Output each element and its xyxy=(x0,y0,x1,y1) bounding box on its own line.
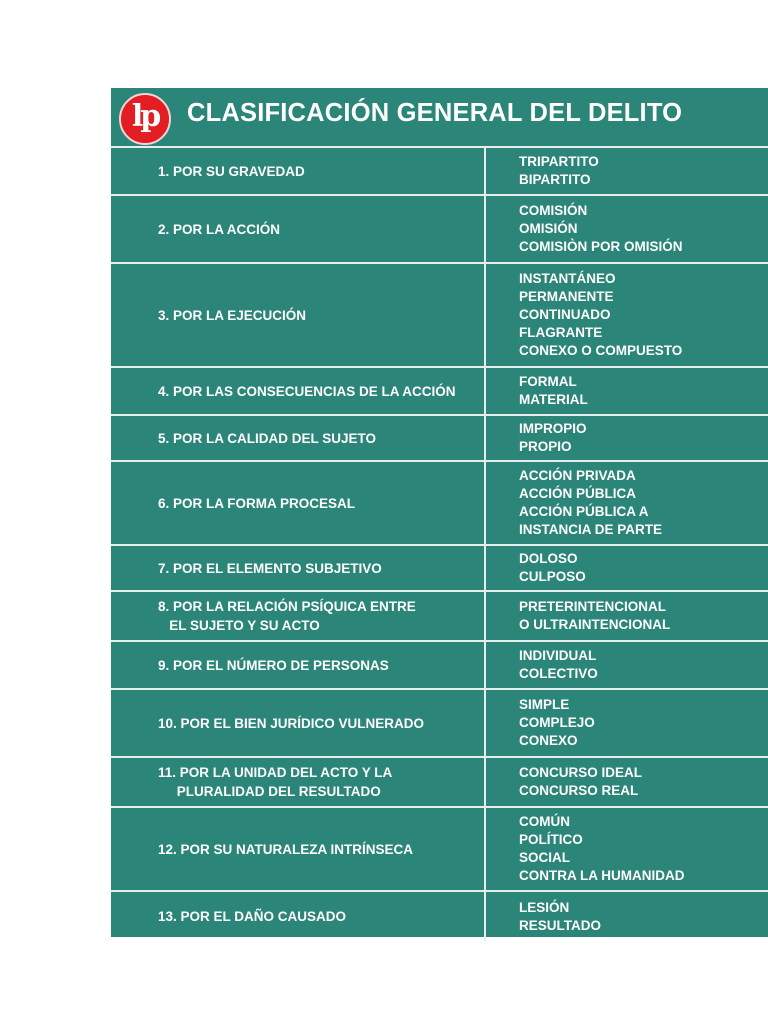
criterion-label: 5. POR LA CALIDAD DEL SUJETO xyxy=(111,416,486,460)
criterion-label: 9. POR EL NÚMERO DE PERSONAS xyxy=(111,642,486,688)
classification-item: FORMAL xyxy=(519,374,577,389)
classification-item: ACCIÓN PRIVADA xyxy=(519,468,636,483)
classification-item: ACCIÓN PÚBLICA A xyxy=(519,504,649,519)
lp-logo xyxy=(119,93,171,145)
classification-table xyxy=(111,88,768,937)
criterion-label: 8. POR LA RELACIÓN PSÍQUICA ENTRE EL SUJETO Y SU ACTO xyxy=(111,592,486,640)
criterion-label: 7. POR EL ELEMENTO SUBJETIVO xyxy=(111,546,486,590)
classification-item: INSTANTÁNEO xyxy=(519,271,616,286)
classification-list xyxy=(486,148,768,194)
classification-list xyxy=(486,642,768,688)
classification-item: CONCURSO REAL xyxy=(519,783,639,798)
classification-item: FLAGRANTE xyxy=(519,325,603,340)
classification-item: CONTRA LA HUMANIDAD xyxy=(519,868,685,883)
classification-item: COMPLEJO xyxy=(519,715,595,730)
classification-item: COLECTIVO xyxy=(519,666,598,681)
classification-list xyxy=(486,416,768,460)
criterion-label: 6. POR LA FORMA PROCESAL xyxy=(111,462,486,544)
classification-list xyxy=(486,690,768,756)
criterion-label: 3. POR LA EJECUCIÓN xyxy=(111,264,486,366)
classification-item: RESULTADO xyxy=(519,917,601,933)
criterion-label: 10. POR EL BIEN JURÍDICO VULNERADO xyxy=(111,690,486,756)
table-row xyxy=(111,196,768,264)
table-row xyxy=(111,758,768,808)
classification-item: PERMANENTE xyxy=(519,289,614,304)
logo-text: lp xyxy=(131,99,159,134)
table-row xyxy=(111,546,768,592)
classification-item: CULPOSO xyxy=(519,569,586,584)
criterion-label: 1. POR SU GRAVEDAD xyxy=(111,148,486,194)
criterion-label: 2. POR LA ACCIÓN xyxy=(111,196,486,262)
classification-list xyxy=(486,808,768,890)
classification-item: COMÚN xyxy=(519,814,570,829)
classification-item: MATERIAL xyxy=(519,392,588,407)
table-row xyxy=(111,808,768,892)
classification-item: CONEXO xyxy=(519,733,578,748)
table-row xyxy=(111,264,768,368)
page-title: CLASIFICACIÓN GENERAL DEL DELITO xyxy=(187,99,683,127)
classification-item: DOLOSO xyxy=(519,551,578,566)
classification-item: ACCIÓN PÚBLICA xyxy=(519,486,636,501)
table-row xyxy=(111,416,768,462)
criterion-label: 12. POR SU NATURALEZA INTRÍNSECA xyxy=(111,808,486,890)
classification-list xyxy=(486,592,768,640)
classification-item: PROPIO xyxy=(519,439,572,454)
table-header xyxy=(111,88,768,148)
table-row xyxy=(111,892,768,941)
classification-list xyxy=(486,368,768,414)
classification-item: BIPARTITO xyxy=(519,172,591,187)
classification-item: O ULTRAINTENCIONAL xyxy=(519,617,671,632)
classification-item: SIMPLE xyxy=(519,697,570,712)
classification-item: POLÍTICO xyxy=(519,832,583,847)
criterion-label: 13. POR EL DAÑO CAUSADO xyxy=(111,892,486,941)
classification-list xyxy=(486,264,768,366)
classification-list xyxy=(486,892,768,941)
table-row xyxy=(111,148,768,196)
table-row xyxy=(111,690,768,758)
classification-item: COMISIÒN POR OMISIÓN xyxy=(519,239,683,254)
classification-item: CONCURSO IDEAL xyxy=(519,765,643,780)
classification-item: OMISIÓN xyxy=(519,221,578,236)
classification-list xyxy=(486,546,768,590)
classification-item: PRETERINTENCIONAL xyxy=(519,599,667,614)
criterion-label: 11. POR LA UNIDAD DEL ACTO Y LA PLURALIDAD DEL RESULTADO xyxy=(111,758,486,806)
classification-item: CONEXO O COMPUESTO xyxy=(519,343,683,358)
table-row xyxy=(111,592,768,642)
classification-item: LESIÓN xyxy=(519,899,570,915)
classification-item: INSTANCIA DE PARTE xyxy=(519,522,663,537)
classification-list xyxy=(486,196,768,262)
table-row xyxy=(111,462,768,546)
classification-item: CONTINUADO xyxy=(519,307,611,322)
classification-item: IMPROPIO xyxy=(519,421,587,436)
criterion-label: 4. POR LAS CONSECUENCIAS DE LA ACCIÓN xyxy=(111,368,486,414)
table-row xyxy=(111,642,768,690)
classification-item: INDIVIDUAL xyxy=(519,648,597,663)
classification-item: TRIPARTITO xyxy=(519,154,599,169)
classification-list xyxy=(486,758,768,806)
classification-item: SOCIAL xyxy=(519,850,571,865)
classification-list xyxy=(486,462,768,544)
table-row xyxy=(111,368,768,416)
classification-item: COMISIÓN xyxy=(519,203,588,218)
